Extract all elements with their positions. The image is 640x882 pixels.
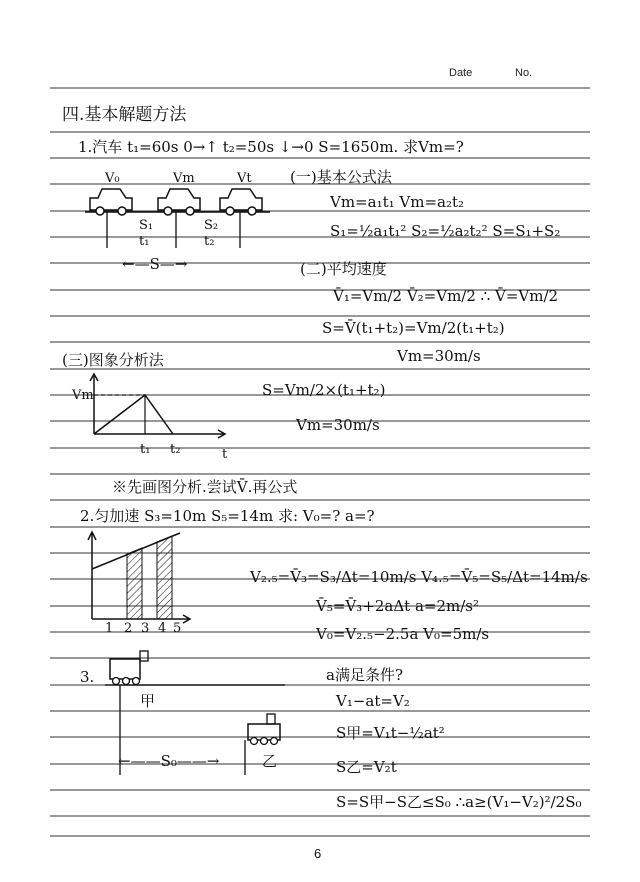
distance-s0: ←——S₀——→	[118, 752, 220, 770]
graph-x-t2: t₂	[170, 442, 181, 457]
car-label-vm: Vm	[173, 171, 195, 186]
problem3-line-2: V₁−at=V₂	[336, 692, 410, 710]
method2-title: (二)平均速度	[300, 260, 387, 278]
tick-2: 2	[124, 621, 133, 636]
method1-line-2: S₁=½a₁t₁² S₂=½a₂t₂² S=S₁+S₂	[330, 222, 561, 240]
problem2-line-3: V₀=V₂.₅−2.5a V₀=5m/s	[316, 625, 490, 643]
problem2-line-2: V̄₅=V̄₃+2aΔt a=2m/s²	[316, 597, 479, 615]
segment-s2: S₂	[204, 218, 219, 233]
segment-t2: t₂	[204, 234, 215, 249]
label-jia: 甲	[140, 692, 156, 710]
problem3-line-5: S=S甲−S乙≤S₀ ∴a≥(V₁−V₂)²/2S₀	[336, 793, 582, 811]
segment-t1: t₁	[139, 234, 150, 249]
graph-y-label: Vm	[72, 388, 94, 403]
car-3-icon	[220, 189, 262, 215]
problem3-line-3: S甲=V₁t−½at²	[336, 724, 445, 742]
tick-1: 1	[105, 621, 114, 636]
page-number: 6	[314, 846, 322, 861]
problem3-line-4: S乙=V₂t	[336, 758, 397, 776]
note-line: ※先画图分析.尝试V̄.再公式	[112, 478, 298, 496]
graph-x-t: t	[222, 447, 228, 462]
problem2-line-1: V₂.₅=V̄₃=S₃/Δt=10m/s V₄.₅=V̄₅=S₅/Δt=14m/s	[250, 568, 588, 586]
number-label: No.	[515, 67, 533, 79]
car-1-icon	[90, 189, 132, 215]
method3-line-1: S=Vm/2×(t₁+t₂)	[262, 381, 386, 399]
tick-5: 5	[173, 621, 182, 636]
method1-title: (一)基本公式法	[290, 168, 392, 186]
method3-line-2: Vm=30m/s	[296, 416, 380, 434]
train-yi-icon	[248, 714, 280, 745]
problem2-statement: 2.匀加速 S₃=10m S₅=14m 求: V₀=? a=?	[80, 507, 375, 525]
segment-total: ←—S—→	[122, 255, 188, 273]
problem3-number: 3.	[80, 668, 95, 686]
method2-line-2: S=V̄(t₁+t₂)=Vm/2(t₁+t₂)	[322, 319, 505, 337]
car-2-icon	[158, 189, 200, 215]
method1-line-1: Vm=a₁t₁ Vm=a₂t₂	[330, 193, 465, 211]
vt-graph-2	[80, 527, 200, 627]
train-jia-icon	[110, 651, 148, 685]
graph-x-t1: t₁	[140, 442, 151, 457]
date-label: Date	[449, 67, 473, 79]
segment-s1: S₁	[139, 218, 154, 233]
problem1-statement: 1.汽车 t₁=60s 0→↑ t₂=50s ↓→0 S=1650m. 求Vm=?	[78, 138, 464, 156]
tick-3: 3	[141, 621, 150, 636]
label-yi: 乙	[262, 752, 278, 770]
car-label-vt: Vt	[237, 171, 252, 186]
tick-4: 4	[158, 621, 167, 636]
problem3-line-1: a满足条件?	[326, 666, 403, 684]
method2-line-1: V̄₁=Vm/2 V̄₂=Vm/2 ∴ V̄=Vm/2	[333, 287, 559, 305]
method3-title: (三)图象分析法	[62, 351, 164, 369]
car-label-v0: V₀	[105, 171, 120, 186]
vt-graph	[75, 370, 235, 440]
section-title: 四.基本解题方法	[62, 105, 187, 125]
result-vm-1: Vm=30m/s	[397, 347, 481, 365]
